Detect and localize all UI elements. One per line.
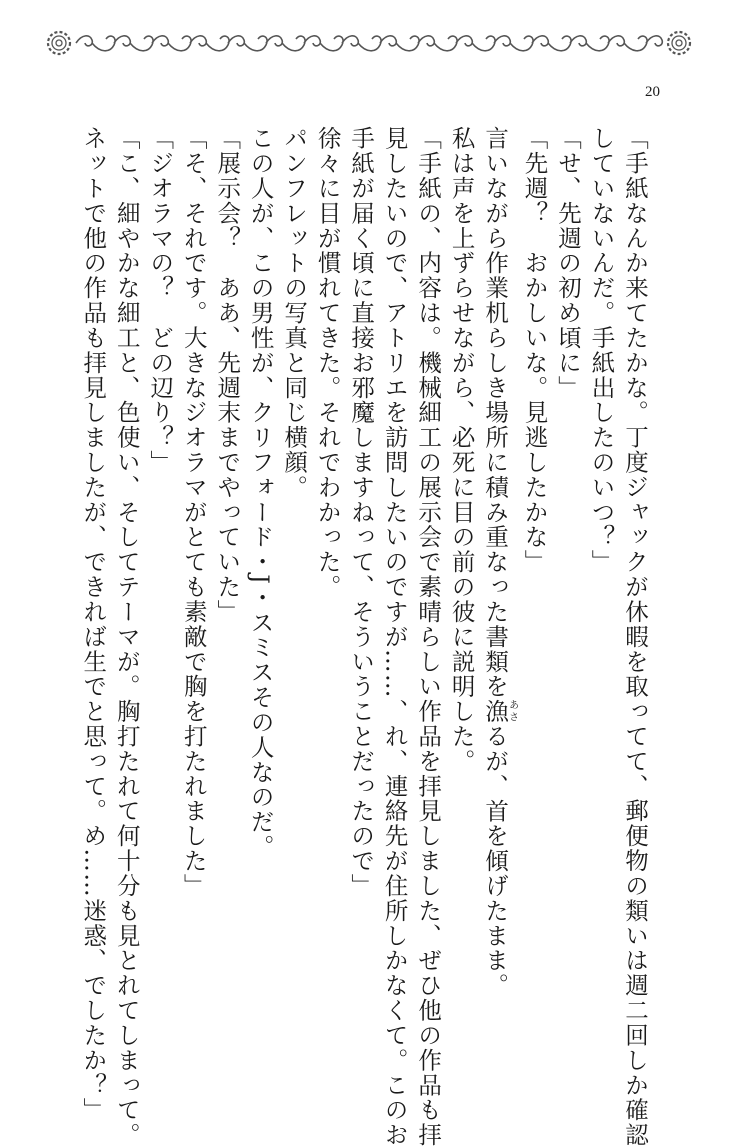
text-line: 言いながら作業机らしき場所に積み重なった書類を漁あさるが、首を傾げたまま。 [481, 126, 518, 998]
text-line: 「手紙の、内容は。機械細工の展示会で素晴らしい作品を拝見しました、ぜひ他の作品も拝 [414, 126, 443, 1147]
text-line: パンフレットの写真と同じ横顔。 [280, 126, 309, 500]
page-number: 20 [645, 84, 660, 100]
text-line: 徐々に目が慣れてきた。それでわかった。 [313, 126, 342, 600]
text-line: 私は声を上ずらせながら、必死に目の前の彼に説明した。 [447, 126, 476, 774]
decorative-border [44, 28, 694, 58]
ruby-annotation: 漁あさ [481, 698, 518, 724]
scroll-ornament [76, 36, 662, 51]
gear-icon-right [668, 32, 690, 54]
ruby-reading: あさ [506, 698, 518, 724]
text-line: していないんだ。手紙出したのいつ？」 [587, 126, 616, 575]
text-line: 手紙が届く頃に直接お邪魔しますねって、そういうことだったので」 [347, 126, 376, 899]
vertical-text-body [79, 126, 651, 1147]
text-line: 「ジオラマの？ どの辺り？」 [146, 126, 175, 475]
text-line: この人が、この男性が、クリフォード・J・スミスその人なのだ。 [246, 126, 275, 860]
text-line: 「せ、先週の初め頃に」 [554, 126, 583, 401]
text-line: 「手紙なんか来てたかな。丁度ジャックが休暇を取ってて、郵便物の類いは週二回しか確認 [621, 126, 649, 1147]
text-line: ネットで他の作品も拝見しましたが、できれば生でと思って。め……迷惑、でしたか？」 [79, 126, 108, 1123]
text-line: 見したいので、アトリエを訪問したいのですが……、れ、連絡先が住所しかなくて。このお [380, 126, 409, 1147]
text-line: 「展示会？ ああ、先週末までやっていた」 [213, 126, 242, 625]
text-line: 「そ、それです。大きなジオラマがとても素敵で胸を打たれました」 [179, 126, 208, 899]
gear-icon-left [48, 32, 70, 54]
text-line: 「こ、細やかな細工と、色使い、そしてテーマが。胸打たれて何十分も見とれてしまって。 [112, 126, 141, 1147]
text-line: 「先週？ おかしいな。見逃したかな」 [520, 126, 549, 575]
